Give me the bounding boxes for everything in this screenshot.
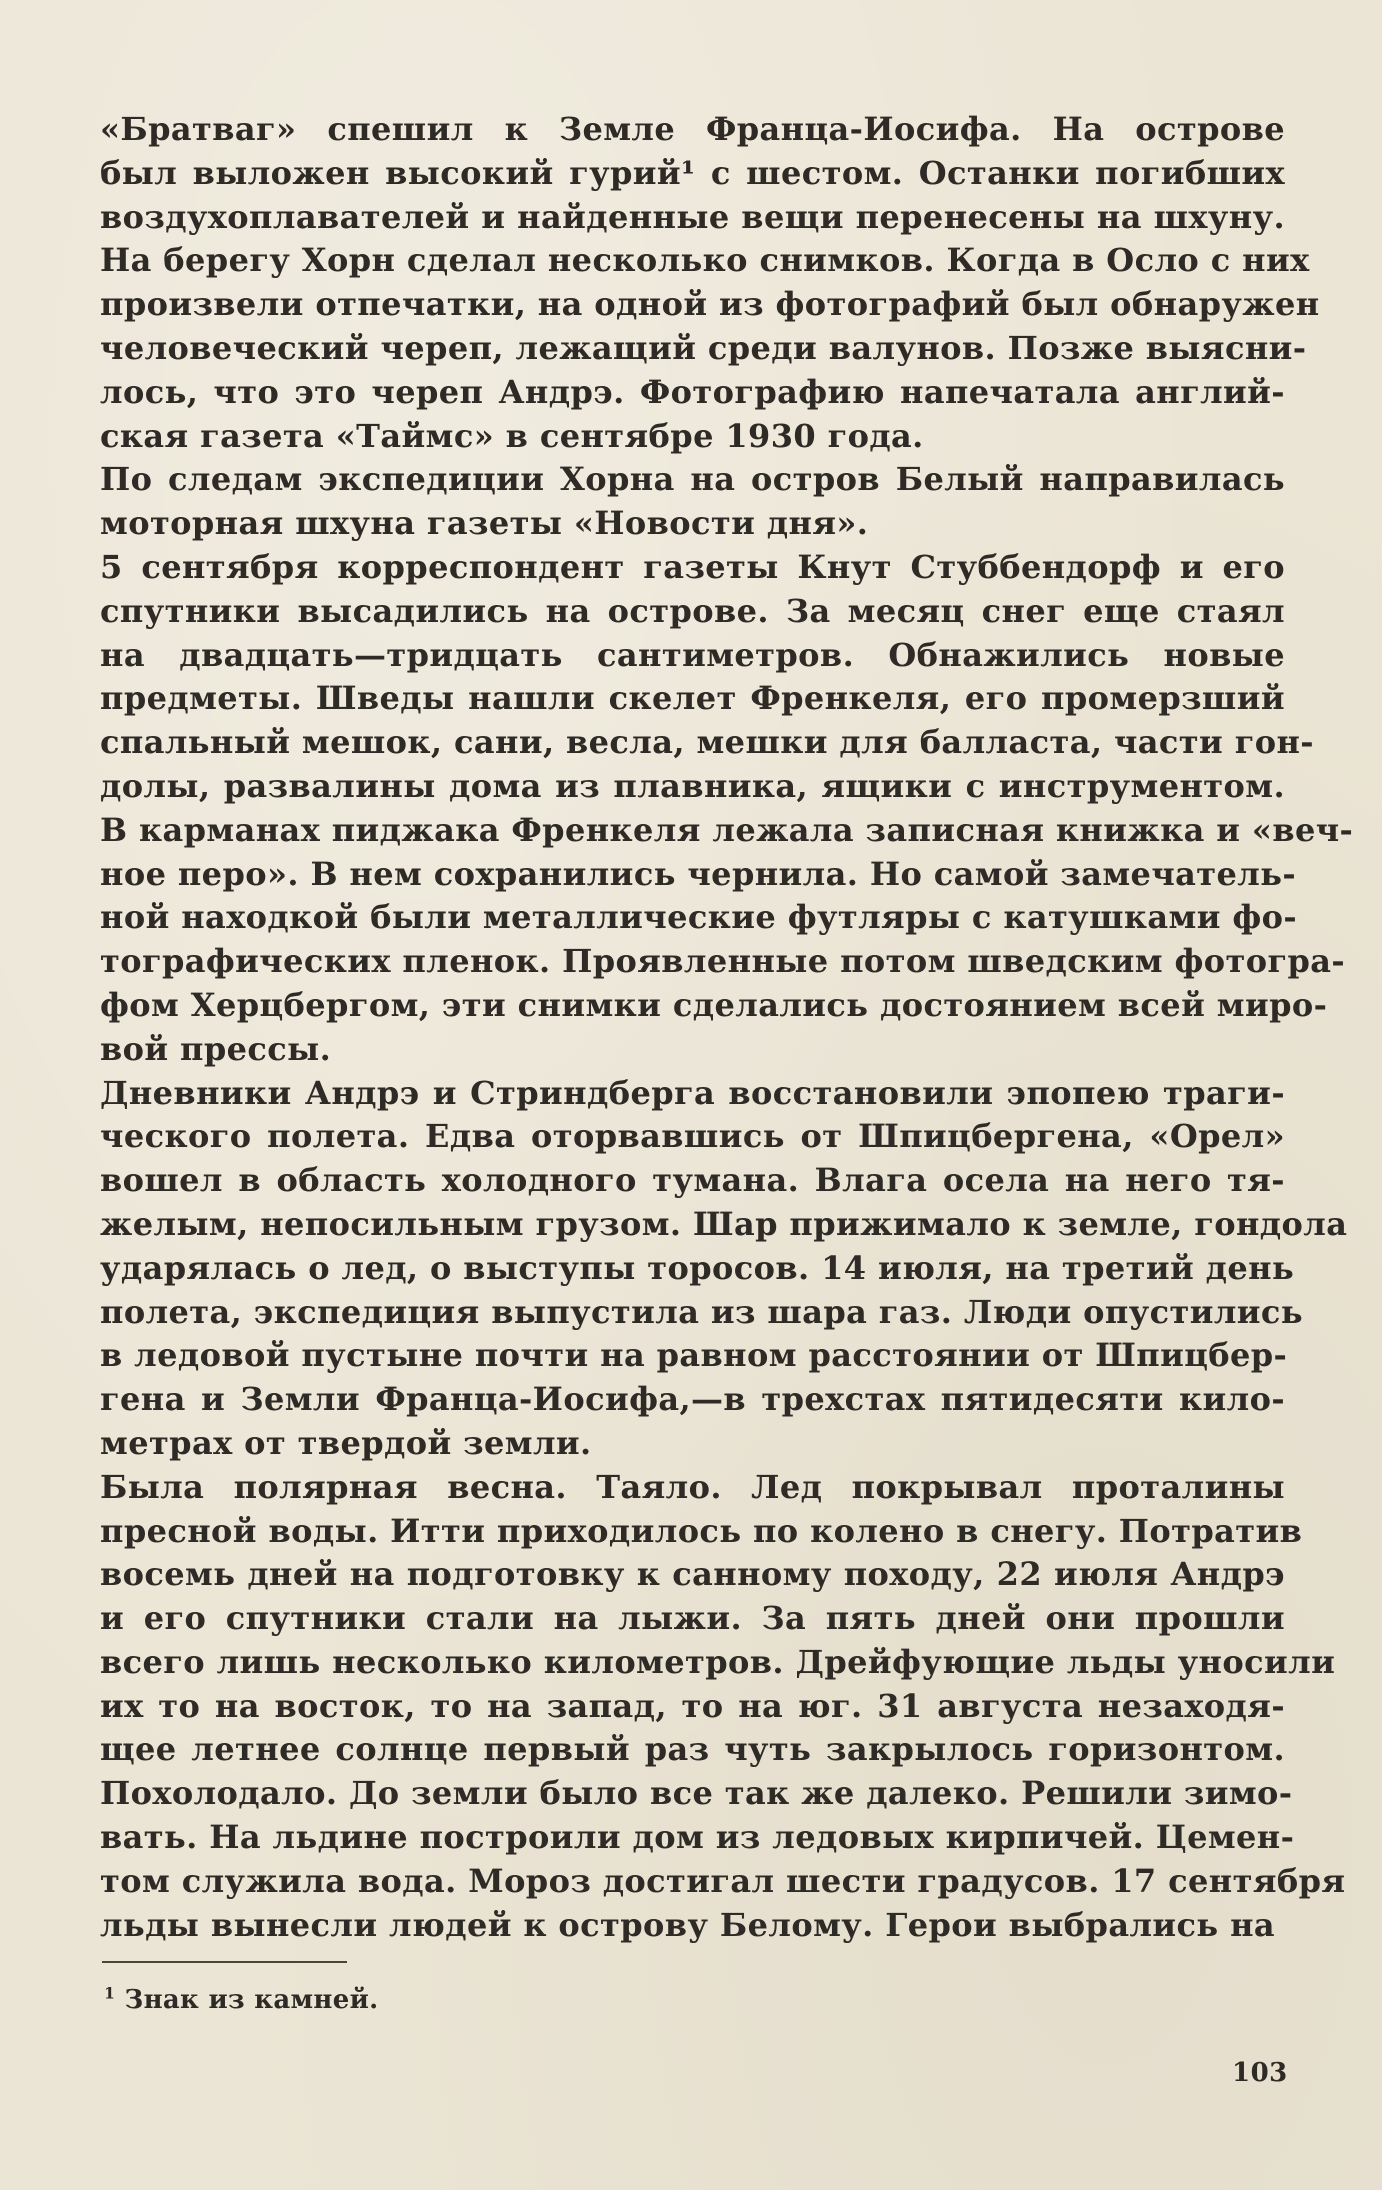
text-line: метрах от твердой земли. <box>100 1423 592 1462</box>
paragraph <box>100 458 1285 546</box>
text-line: моторная шхуна газеты «Новости дня». <box>100 504 869 543</box>
text-line: желым, непосильным грузом. Шар прижимало к земле, гондола <box>100 1204 1348 1243</box>
footnote-divider <box>102 1961 347 1963</box>
text-line: ческого полета. Едва оторвавшись от Шпицбергена, «Орел» <box>100 1117 1285 1156</box>
text-line: воздухоплавателей и найденные вещи перенесены на шхуну. <box>100 197 1285 236</box>
text-line: предметы. Шведы нашли скелет Френкеля, его промерзший <box>100 679 1285 718</box>
text-line: спутники высадились на острове. За месяц снег еще стаял <box>100 591 1285 630</box>
text-line: пресной воды. Итти приходилось по колено в снегу. Потратив <box>100 1511 1303 1550</box>
text-line: В карманах пиджака Френкеля лежала записная книжка и «веч- <box>100 810 1354 849</box>
text-line: «Братваг» спешил к Земле Франца-Иосифа. На острове <box>100 110 1285 148</box>
text-line: вошел в область холодного тумана. Влага осела на него тя- <box>100 1161 1285 1200</box>
footnote-text: Знак из камней. <box>124 1985 379 2015</box>
text-line: ной находкой были металлические футляры с катушками фо- <box>100 898 1298 937</box>
text-line: тографических пленок. Проявленные потом шведским фотогра- <box>100 942 1346 981</box>
text-line: вать. На льдине построили дом из ледовых кирпичей. Цемен- <box>100 1818 1295 1857</box>
paragraph <box>100 1466 1346 1948</box>
text-line: Дневники Андрэ и Стриндберга восстановили эпопею траги- <box>100 1073 1285 1112</box>
text-line: На берегу Хорн сделал несколько снимков. Когда в Осло с них <box>100 241 1310 280</box>
text-line: был выложен высокий гурий¹ с шестом. Останки погибших <box>100 153 1285 192</box>
text-line: полета, экспедиция выпустила из шара газ. Люди опустились <box>100 1292 1303 1331</box>
footnote-marker: 1 <box>104 1983 116 2003</box>
text-line: По следам экспедиции Хорна на остров Белый направилась <box>100 460 1285 499</box>
text-line: гена и Земли Франца-Иосифа,—в трехстах пятидесяти кило- <box>100 1380 1285 1419</box>
text-line: вой прессы. <box>100 1029 332 1068</box>
text-line: на двадцать—тридцать сантиметров. Обнажились новые <box>100 635 1285 674</box>
text-line: том служила вода. Мороз достигал шести градусов. 17 сентября <box>100 1861 1346 1900</box>
text-line: 5 сентября корреспондент газеты Кнут Стуббендорф и его <box>100 547 1285 586</box>
text-line: лось, что это череп Андрэ. Фотографию напечатала англий- <box>100 372 1285 411</box>
paragraph <box>100 108 1320 458</box>
text-line: спальный мешок, сани, весла, мешки для балласта, части гон- <box>100 723 1314 762</box>
text-line: ное перо». В нем сохранились чернила. Но самой замечатель- <box>100 854 1297 893</box>
text-line: восемь дней на подготовку к санному походу, 22 июля Андрэ <box>100 1555 1285 1594</box>
text-line: ударялась о лед, о выступы торосов. 14 июля, на третий день <box>100 1248 1295 1287</box>
text-line: их то на восток, то на запад, то на юг. 31 августа незаходя- <box>100 1686 1285 1725</box>
text-line: льды вынесли людей к острову Белому. Герои выбрались на <box>100 1905 1276 1944</box>
footnote <box>104 1983 379 2017</box>
paragraph <box>100 1072 1348 1466</box>
paragraph <box>100 546 1354 1072</box>
text-line: всего лишь несколько километров. Дрейфующие льды уносили <box>100 1642 1336 1681</box>
text-line: фом Херцбергом, эти снимки сделались достоянием всей миро- <box>100 985 1328 1024</box>
text-line: щее летнее солнце первый раз чуть закрылось горизонтом. <box>100 1730 1285 1769</box>
text-line: Похолодало. До земли было все так же далеко. Решили зимо- <box>100 1774 1293 1813</box>
text-line: ская газета «Таймс» в сентябре 1930 года. <box>100 416 924 455</box>
text-line: в ледовой пустыне почти на равном расстоянии от Шпицбер- <box>100 1336 1288 1375</box>
text-line: долы, развалины дома из плавника, ящики с инструментом. <box>100 766 1285 805</box>
text-line: и его спутники стали на лыжи. За пять дней они прошли <box>100 1599 1285 1638</box>
text-line: Была полярная весна. Таяло. Лед покрывал проталины <box>100 1467 1285 1506</box>
text-line: произвели отпечатки, на одной из фотографий был обнаружен <box>100 285 1320 324</box>
body-text <box>100 108 1354 1947</box>
page-number: 103 <box>1232 2058 1288 2088</box>
text-line: человеческий череп, лежащий среди валунов. Позже выясни- <box>100 328 1307 367</box>
